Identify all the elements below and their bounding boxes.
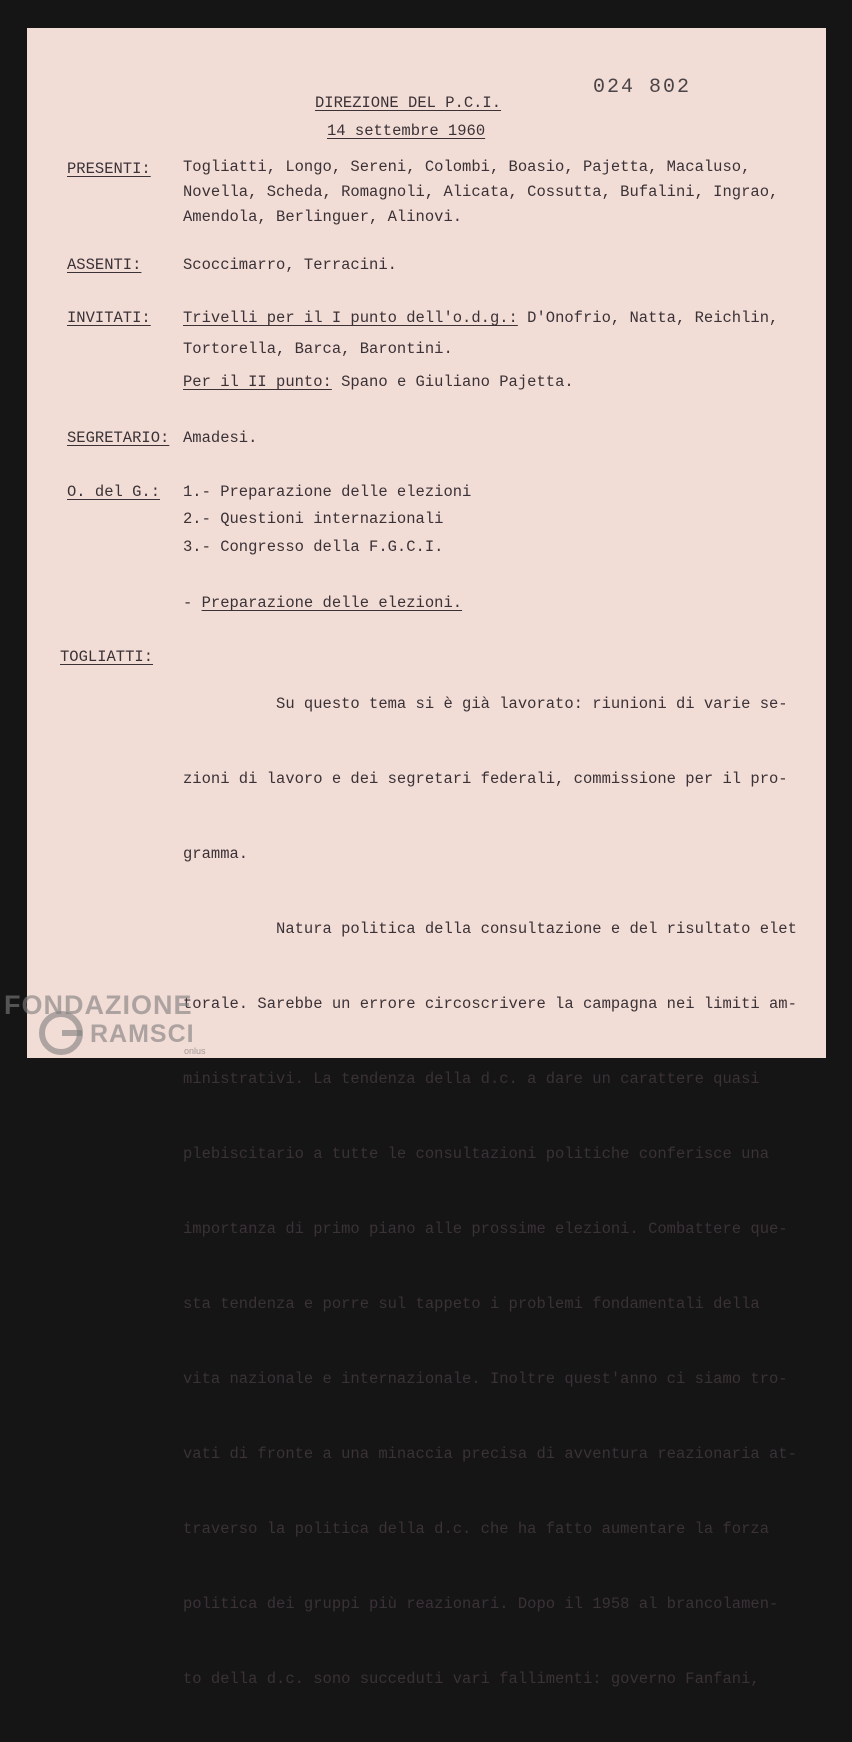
archive-number: 024 802: [593, 76, 692, 99]
watermark-suffix: onlus: [184, 1046, 206, 1056]
togliatti-line: plebiscitario a tutte le consultazioni politiche conferisce una: [183, 1145, 769, 1163]
togliatti-line: zioni di lavoro e dei segretari federali, commissione per il pro-: [183, 770, 788, 788]
togliatti-intervention: [183, 642, 797, 1742]
togliatti-line: Natura politica della consultazione e del risultato elet: [183, 920, 797, 938]
segretario-label: SEGRETARIO:: [67, 429, 170, 447]
invitati-second-names: Spano e Giuliano Pajetta.: [331, 373, 574, 391]
presenti-label: PRESENTI:: [67, 160, 151, 178]
togliatti-label: TOGLIATTI:: [60, 648, 154, 666]
invitati-line-2: Tortorella, Barca, Barontini.: [183, 340, 453, 358]
togliatti-line: torale. Sarebbe un errore circoscrivere la campagna nei limiti am-: [183, 995, 797, 1013]
section-dash: -: [183, 594, 202, 612]
document-page: [27, 28, 826, 1688]
presenti-line: Amendola, Berlinguer, Alinovi.: [183, 208, 463, 226]
invitati-first-point: Trivelli per il I punto dell'o.d.g.:: [183, 309, 518, 327]
odg-item: 3.- Congresso della F.G.C.I.: [183, 538, 444, 556]
invitati-label: INVITATI:: [67, 309, 151, 327]
invitati-second-point: Per il II punto:: [183, 373, 332, 391]
invitati-line-3: [183, 373, 574, 391]
togliatti-line: importanza di primo piano alle prossime elezioni. Combattere que-: [183, 1220, 788, 1238]
fondazione-gramsci-watermark: [4, 990, 214, 1060]
togliatti-line: to della d.c. sono succeduti vari fallimenti: governo Fanfani,: [183, 1670, 760, 1688]
togliatti-line: vita nazionale e internazionale. Inoltre quest'anno ci siamo tro-: [183, 1370, 788, 1388]
gramsci-g-logo-icon: [38, 1010, 84, 1056]
togliatti-line: vati di fronte a una minaccia precisa di avventura reazionaria at-: [183, 1445, 797, 1463]
odg-item: 1.- Preparazione delle elezioni: [183, 483, 472, 501]
section-heading: [183, 594, 462, 612]
togliatti-line: gramma.: [183, 845, 249, 863]
watermark-line-2: RAMSCI: [90, 1020, 195, 1048]
segretario-text: Amadesi.: [183, 429, 258, 447]
section-heading-text: Preparazione delle elezioni.: [201, 594, 463, 612]
assenti-label: ASSENTI:: [67, 256, 142, 274]
presenti-line: Novella, Scheda, Romagnoli, Alicata, Cossutta, Bufalini, Ingrao,: [183, 183, 779, 201]
togliatti-line: politica dei gruppi più reazionari. Dopo il 1958 al brancolamen-: [183, 1595, 779, 1613]
assenti-text: Scoccimarro, Terracini.: [183, 256, 397, 274]
odg-label: O. del G.:: [67, 483, 161, 501]
invitati-first-names: D'Onofrio, Natta, Reichlin,: [517, 309, 779, 327]
togliatti-line: ministrativi. La tendenza della d.c. a dare un carattere quasi: [183, 1070, 760, 1088]
togliatti-line: Su questo tema si è già lavorato: riunioni di varie se-: [183, 695, 788, 713]
document-date: 14 settembre 1960: [327, 122, 486, 140]
watermark-line-1: FONDAZIONE: [4, 990, 193, 1020]
odg-item: 2.- Questioni internazionali: [183, 510, 444, 528]
invitati-line-1: [183, 309, 778, 327]
presenti-list: [183, 155, 778, 230]
presenti-line: Togliatti, Longo, Sereni, Colombi, Boasio, Pajetta, Macaluso,: [183, 158, 751, 176]
togliatti-line: sta tendenza e porre sul tappeto i problemi fondamentali della: [183, 1295, 760, 1313]
togliatti-line: traverso la politica della d.c. che ha fatto aumentare la forza: [183, 1520, 769, 1538]
document-title: DIREZIONE DEL P.C.I.: [315, 94, 502, 112]
